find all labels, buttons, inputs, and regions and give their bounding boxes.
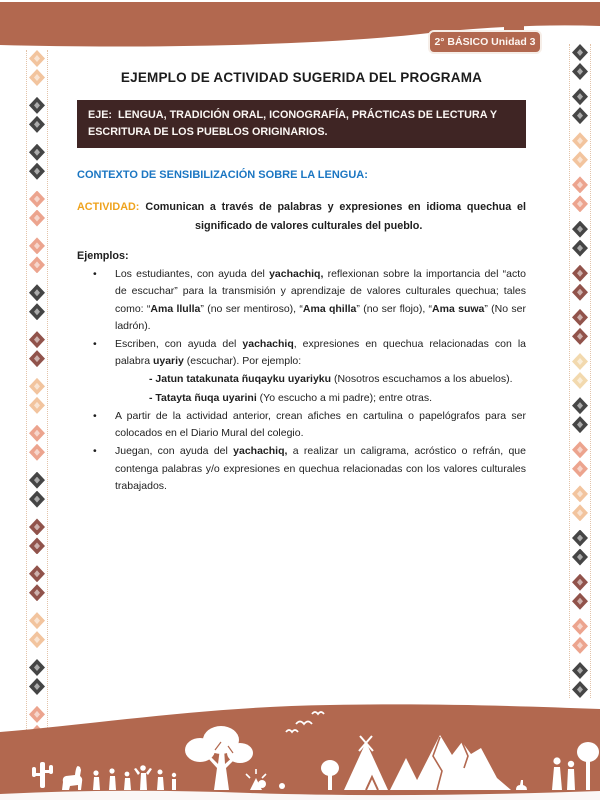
unit-badge: 2° BÁSICO Unidad 3 (428, 30, 542, 54)
examples-list (77, 266, 526, 495)
main-content (77, 70, 526, 496)
list-item (77, 443, 526, 495)
activity-label: ACTIVIDAD: (77, 201, 140, 214)
activity-text: Comunican a través de palabras y expresiones en idioma quechua el significado de valores culturales del pueblo. (145, 201, 526, 232)
context-heading: CONTEXTO DE SENSIBILIZACIÓN SOBRE LA LENGUA: (77, 169, 368, 182)
list-item-text: A partir de la actividad anterior, crean afiches en cartulina o papelógrafos para ser colocados en el Diario Mural del colegio. (115, 409, 526, 440)
bullet-icon: • (93, 338, 97, 351)
examples-heading: Ejemplos: (77, 250, 129, 263)
list-item-text: Los estudiantes, con ayuda del yachachiq, reflexionan sobre la importancia del “acto de escuchar” para la transmisión y aprendizaje de valores culturales quechua; tales como: “Ama llulla” (no ser mentiroso), “Ama qhilla” (no ser flojo), “Ama suwa” (No ser ladrón). (115, 268, 526, 332)
right-textile-border (569, 44, 591, 698)
bullet-icon: • (93, 445, 97, 458)
left-textile-border (26, 50, 48, 742)
sub-list-item (77, 371, 526, 388)
list-item (77, 336, 526, 370)
list-item-text: Juegan, con ayuda del yachachiq, a realizar un caligrama, acróstico o refrán, que contenga palabras y/o expresiones en quechua relacionadas con los valores culturales trabajados. (115, 445, 526, 492)
footer-illustration (0, 700, 600, 800)
list-item-text: Escriben, con ayuda del yachachiq, expresiones en quechua relacionadas con la palabra uyariy (escuchar). Por ejemplo: (115, 338, 526, 368)
eje-banner: EJE: LENGUA, TRADICIÓN ORAL, ICONOGRAFÍA, PRÁCTICAS DE LECTURA Y ESCRITURA DE LOS PUEBLOS ORIGINARIOS. (77, 100, 526, 148)
sub-list-item (77, 390, 526, 407)
bullet-icon: • (93, 409, 97, 422)
activity-paragraph (77, 198, 526, 235)
list-item (77, 408, 526, 442)
list-item-text: - Tatayta ñuqa uyarini (Yo escucho a mi padre); entre otras. (149, 391, 433, 404)
page-title: EJEMPLO DE ACTIVIDAD SUGERIDA DEL PROGRAMA (120, 70, 483, 85)
list-item-text: - Jatun tatakunata ñuqayku uyariyku (Nosotros escuchamos a los abuelos). (149, 373, 513, 386)
bullet-icon: • (93, 268, 97, 281)
list-item (77, 266, 526, 335)
